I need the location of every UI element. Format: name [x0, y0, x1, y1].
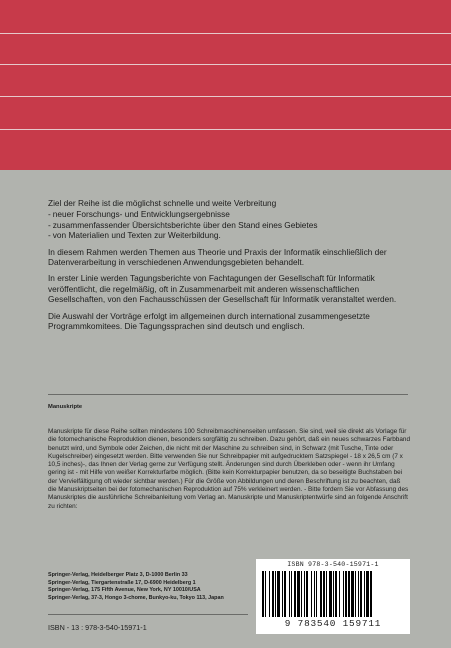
barcode-bar: [269, 571, 270, 617]
band-stripe: [0, 64, 451, 65]
barcode-bar: [329, 571, 332, 617]
barcode-bar: [358, 571, 359, 617]
band-stripe: [0, 96, 451, 97]
address-heidelberg: Springer-Verlag, Tiergartenstraße 17, D-6900 Heidelberg 1: [48, 579, 196, 586]
red-cover-band: [0, 0, 451, 170]
address-tokyo: Springer-Verlag, 37-3, Hongo 3-chome, Bunkyo-ku, Tokyo 113, Japan: [48, 594, 224, 601]
barcode-bar: [316, 571, 317, 617]
barcode-bar: [262, 571, 264, 617]
barcode-bar: [301, 571, 302, 617]
barcode-bar: [265, 571, 266, 617]
barcode-bar: [335, 571, 337, 617]
barcode-bar: [294, 571, 296, 617]
barcode-digits: 9 783540 159711: [284, 618, 382, 629]
barcode-bar: [284, 571, 286, 617]
barcode-bar: [370, 571, 372, 617]
barcode-bar: [345, 571, 347, 617]
manuskripte-text: Manuskripte für diese Reihe sollten mindestens 100 Schreibmaschinenseiten umfassen. Sie sind, weil sie direkt als Vorlage für die fotomechanische Reproduktion dienen, besonders sorgfältig zu schreiben. Dazu gehört, daß ein neues schwarzes Farbband benutzt wird, und Symbole oder Zeichen, die nicht mit der Maschine zu schreiben sind, in Schwarz (mit Tusche, Tinte oder Kugelschreiber) eingesetzt werden. Bitte verwenden Sie nur Schreibpapier mit aufgedrucktem Satzspiegel - 18 x 26,5 cm (7 x 10,5 inches)-, das Ihnen der Verlag gerne zur Verfügung stellt. Änderungen sind durch Überkleben oder - wenn ihr Umfang gering ist - mit Hilfe von weißer Korrekturfarbe möglich. (Bitte kein Korrekturpapier benutzen, da so beseitigte Buchstaben bei der Vervielfältigung oft wieder sichtbar werden.) Für die Größe von Abbildungen und deren Beschriftung ist zu beachten, daß die Manuskriptseiten bei der fotomechanischen Reproduktion auf 75% verkleinert werden. - Bitte fordern Sie vor Abfassung des Manuskriptes die ausführliche Schreibanleitung vom Verlag an. Manuskripte und Manuskriptentwürfe sind an folgende Anschrift zu richten:: [48, 428, 410, 510]
barcode-label: [256, 559, 410, 634]
barcode-bar: [291, 571, 292, 617]
address-berlin: Springer-Verlag, Heidelberger Platz 3, D-1000 Berlin 33: [48, 572, 188, 578]
barcode-isbn: ISBN 978-3-540-15971-1: [287, 561, 379, 568]
barcode-bar: [277, 571, 280, 617]
publisher-addresses: [48, 572, 248, 602]
barcode-bar: [314, 571, 315, 617]
bullet-item: - zusammenfassender Übersichtsberichte über den Stand eines Gebietes: [48, 220, 408, 230]
isbn-text: ISBN - 13 : 978-3-540-15971-1: [48, 623, 147, 632]
proceedings-paragraph: In erster Linie werden Tagungsberichte von Fachtagungen der Gesellschaft für Informatik veröffentlicht, die regelmäßig, oft in Zusammenarbeit mit anderen wissenschaftlichen Gesellschaften, von den Fachausschüssen der Gesellschaft für Informatik veranstaltet werden.: [48, 273, 397, 305]
barcode-bar: [366, 571, 369, 617]
barcode-bar: [297, 571, 300, 617]
barcode-bar: [275, 571, 276, 617]
topics-paragraph: In diesem Rahmen werden Themen aus Theorie und Praxis der Informatik einschließlich der Datenverarbeitung in verschiedenen Anwendungsgebieten behandelt.: [48, 246, 387, 268]
series-description: [48, 198, 408, 337]
barcode-bar: [351, 571, 354, 617]
divider: [48, 614, 248, 615]
bullet-item: - von Materialien und Texten zur Weiterbildung.: [48, 230, 408, 240]
bullet-list: [48, 209, 408, 240]
band-stripe: [0, 33, 451, 34]
barcode-bar: [339, 571, 340, 617]
intro-paragraph: Ziel der Reihe ist die möglichst schnelle und weite Verbreitung: [48, 198, 277, 208]
selection-paragraph: Die Auswahl der Vorträge erfolgt im allgemeinen durch international zusammengesetzte Programmkomitees. Die Tagungssprachen sind deutsch und englisch.: [48, 310, 370, 332]
barcode-bar: [333, 571, 334, 617]
barcode-bar: [355, 571, 356, 617]
divider: [48, 394, 408, 395]
bullet-item: - neuer Forschungs- und Entwicklungsergebnisse: [48, 209, 408, 219]
manuskripte-heading: Manuskripte: [48, 404, 83, 410]
band-stripe: [0, 129, 451, 130]
address-new-york: Springer-Verlag, 175 Fifth Avenue, New York, NY 10010/USA: [48, 587, 201, 594]
barcode-bar: [343, 571, 344, 617]
barcode-icon: [260, 571, 406, 617]
barcode-bar: [348, 571, 350, 617]
barcode-bar: [289, 571, 290, 617]
barcode-bar: [282, 571, 283, 617]
barcode-bar: [306, 571, 308, 617]
manuskripte-section: [48, 404, 410, 511]
barcode-bar: [311, 571, 312, 617]
barcode-bar: [364, 571, 365, 617]
barcode-bar: [326, 571, 327, 617]
barcode-bar: [360, 571, 362, 617]
barcode-bar: [323, 571, 325, 617]
barcode-bar: [272, 571, 274, 617]
barcode-bar: [320, 571, 322, 617]
barcode-bar: [304, 571, 305, 617]
